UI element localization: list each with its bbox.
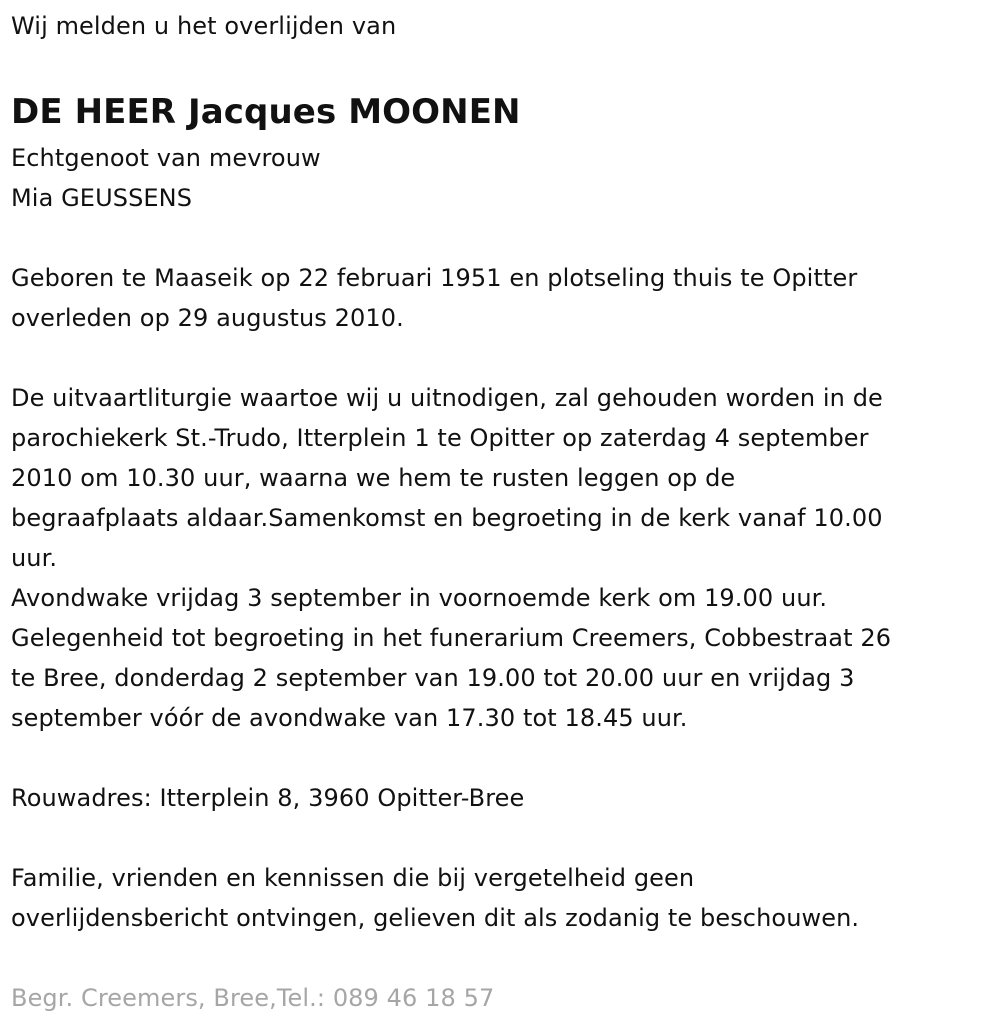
birth-death-paragraph xyxy=(11,258,990,338)
paragraph-line: begraafplaats aldaar.Samenkomst en begroeting in de kerk vanaf 10.00 xyxy=(11,504,883,532)
closing-paragraph xyxy=(11,858,990,938)
spacer xyxy=(11,46,990,86)
funeral-home-footer: Begr. Creemers, Bree,Tel.: 089 46 18 57 xyxy=(11,984,495,1012)
spacer xyxy=(11,818,990,858)
paragraph-line: De uitvaartliturgie waartoe wij u uitnodigen, zal gehouden worden in de xyxy=(11,384,883,412)
intro-text: Wij melden u het overlijden van xyxy=(11,12,397,40)
mourning-address: Rouwadres: Itterplein 8, 3960 Opitter-Bree xyxy=(11,784,525,812)
paragraph-line: uur. xyxy=(11,544,58,572)
spacer xyxy=(11,938,990,978)
spouse-line-2: Mia GEUSSENS xyxy=(11,184,193,212)
paragraph-line: parochiekerk St.-Trudo, Itterplein 1 te Opitter op zaterdag 4 september xyxy=(11,424,869,452)
deceased-name: DE HEER Jacques MOONEN xyxy=(11,92,521,132)
paragraph-line: Gelegenheid tot begroeting in het funerarium Creemers, Cobbestraat 26 xyxy=(11,624,892,652)
paragraph-line: Familie, vrienden en kennissen die bij vergetelheid geen xyxy=(11,864,695,892)
ceremony-paragraph xyxy=(11,378,990,738)
paragraph-line: 2010 om 10.30 uur, waarna we hem te rusten leggen op de xyxy=(11,464,736,492)
paragraph-line: Geboren te Maaseik op 22 februari 1951 en plotseling thuis te Opitter xyxy=(11,264,858,292)
paragraph-line: overleden op 29 augustus 2010. xyxy=(11,304,404,332)
paragraph-line: september vóór de avondwake van 17.30 tot 18.45 uur. xyxy=(11,704,688,732)
paragraph-line: Avondwake vrijdag 3 september in voornoemde kerk om 19.00 uur. xyxy=(11,584,828,612)
paragraph-line: te Bree, donderdag 2 september van 19.00 tot 20.00 uur en vrijdag 3 xyxy=(11,664,855,692)
spacer xyxy=(11,218,990,258)
spacer xyxy=(11,738,990,778)
paragraph-line: overlijdensbericht ontvingen, gelieven dit als zodanig te beschouwen. xyxy=(11,904,860,932)
spacer xyxy=(11,338,990,378)
spouse-line-1: Echtgenoot van mevrouw xyxy=(11,144,321,172)
